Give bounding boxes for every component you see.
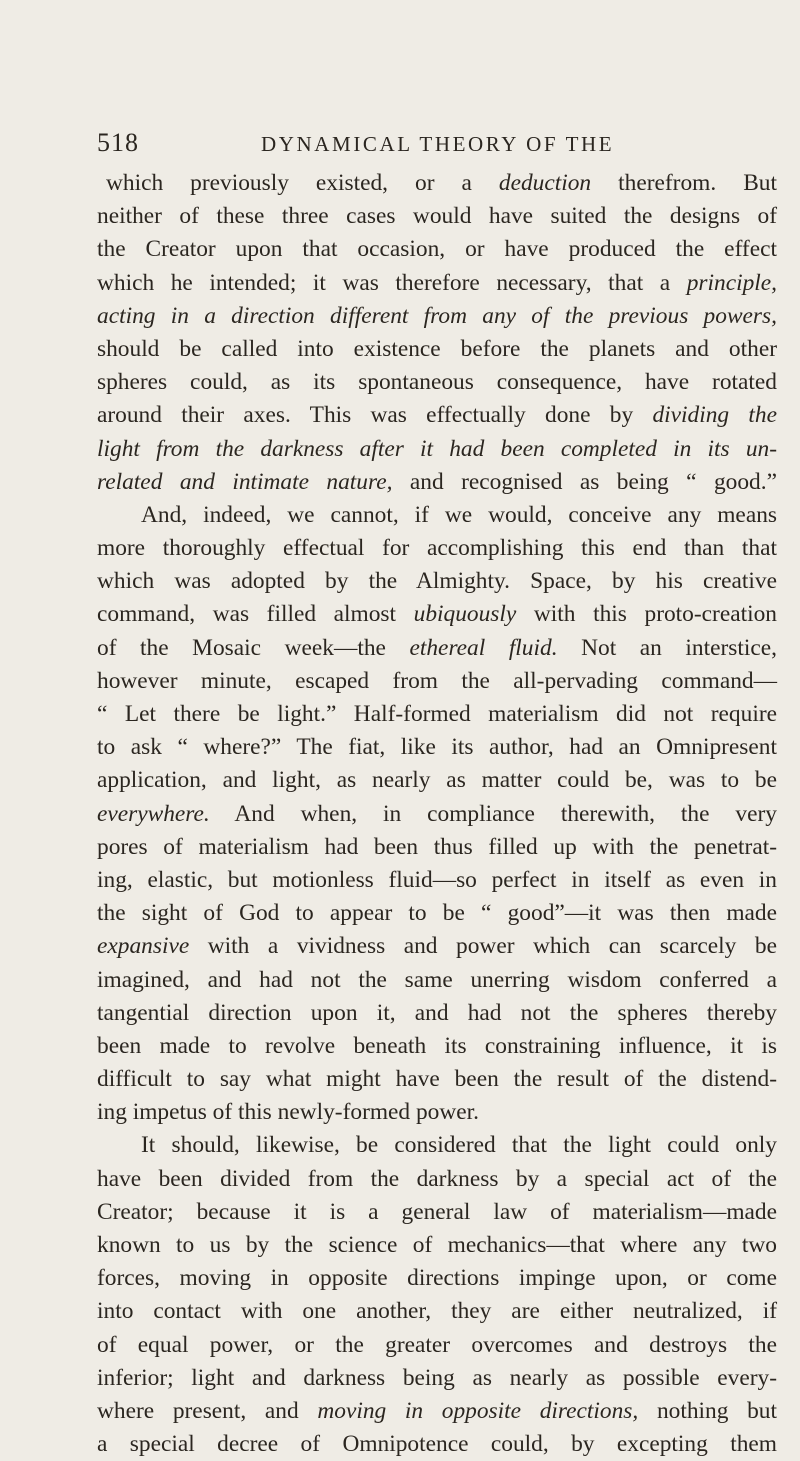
text-segment: which previously existed, or a [106,170,499,196]
text-line [97,632,777,665]
text-line [97,1129,777,1162]
text-segment: of the Mosaic week—the [97,634,410,661]
text-segment: And when, in compliance therewith, the very [209,800,777,827]
italic-text: dividing the [652,402,777,429]
text-segment: should be called into existence before the planets and other [97,335,777,362]
text-segment: command, was filled almost [97,601,414,628]
text-line [97,731,777,764]
text-segment: forces, moving in opposite directions impinge upon, or come [97,1265,777,1292]
text-line [97,1395,777,1428]
text-segment: inferior; light and darkness being as nearly as possible every- [97,1364,777,1391]
text-segment: have been divided from the darkness by a special act of the [97,1165,777,1192]
text-line [97,399,777,432]
text-segment: a special decree of Omnipotence could, by excepting them [97,1431,777,1458]
text-segment: more thoroughly effectual for accomplishing this end than that [97,535,777,562]
body-text [97,167,777,1461]
text-segment: known to us by the science of mechanics—that where any two [97,1232,777,1258]
italic-text: light from the darkness after it had been completed in its un- [97,435,777,462]
text-line [97,167,777,200]
text-line [97,532,777,565]
text-segment: And, indeed, we cannot, if we would, conceive any means [141,501,777,528]
text-line [97,1063,777,1096]
text-segment: ing impetus of this newly-formed power. [97,1099,479,1126]
italic-text: ethereal fluid. [409,634,558,661]
text-line [97,864,777,897]
text-line [97,366,777,399]
text-segment: difficult to say what might have been the result of the distend- [97,1066,777,1093]
text-segment: the Creator upon that occasion, or have produced the effect [97,236,777,263]
text-segment: which he intended; it was therefore necessary, that a [97,269,687,296]
text-segment: of equal power, or the greater overcomes and destroys the [97,1331,777,1358]
text-segment: ing, elastic, but motionless fluid—so perfect in itself as even in [97,866,777,893]
text-line [97,1362,777,1395]
text-segment: around their axes. This was effectually done by [97,402,653,429]
text-line [97,200,777,233]
text-segment: Not an interstice, [557,634,777,661]
text-segment: and recognised as being “ good.” [392,468,777,495]
text-line [97,1196,777,1229]
text-line [97,1096,777,1129]
text-segment: pores of materialism had been thus filled up with the penetrat- [97,833,777,860]
text-segment: with this proto-creation [516,601,777,628]
italic-text: everywhere. [97,800,210,827]
text-line [97,499,777,532]
text-segment: to ask “ where?” The fiat, like its author, had an Omnipresent [97,734,777,761]
italic-text: moving in opposite directions, [317,1397,639,1424]
text-line [97,565,777,598]
text-line [97,798,777,831]
text-segment: where present, and [97,1397,318,1424]
text-segment: been made to revolve beneath its constraining influence, it is [97,1032,777,1059]
italic-text: principle, [686,269,777,296]
italic-text: ubiquously [413,601,517,628]
italic-text: acting in a direction different from any of the previous powers, [97,302,777,329]
text-line [97,598,777,631]
text-segment: It should, likewise, be considered that the light could only [141,1132,777,1159]
text-segment: which was adopted by the Almighty. Space, by his creative [97,568,777,595]
text-segment: therefrom. But [591,170,777,196]
text-line [97,897,777,930]
text-line [97,267,777,300]
page-number: 518 [97,128,139,157]
text-segment: “ Let there be light.” Half-formed materialism did not require [97,701,777,727]
running-head [97,128,777,160]
italic-text: deduction [498,170,592,196]
text-segment: spheres could, as its spontaneous consequence, have rotated [97,369,777,396]
text-line [97,233,777,266]
italic-text: expansive [97,933,190,960]
text-line [97,1229,777,1262]
text-line [97,300,777,333]
text-line [97,1262,777,1295]
text-line [97,698,777,731]
text-line [97,1428,777,1461]
text-segment: imagined, and had not the same unerring wisdom conferred a [97,966,777,993]
text-line [97,1163,777,1196]
text-segment: tangential direction upon it, and had not the spheres thereby [97,999,777,1026]
text-segment: nothing but [638,1397,777,1424]
text-line [97,1329,777,1362]
text-segment: into contact with one another, they are either neutralized, if [97,1298,777,1325]
running-title: DYNAMICAL THEORY OF THE [261,132,615,156]
text-line [97,997,777,1030]
text-segment: however minute, escaped from the all-pervading command— [97,667,777,694]
text-segment: the sight of God to appear to be “ good”—it was then made [97,900,777,927]
text-line [97,665,777,698]
text-line [97,930,777,963]
text-segment: Creator; because it is a general law of materialism—made [97,1198,777,1225]
text-line [97,764,777,797]
text-line [97,831,777,864]
text-segment: with a vividness and power which can scarcely be [189,933,777,960]
text-segment: application, and light, as nearly as matter could be, was to be [97,767,777,794]
text-line [97,333,777,366]
text-line [97,1030,777,1063]
text-line [97,964,777,997]
text-segment: neither of these three cases would have suited the designs of [97,203,777,230]
italic-text: related and intimate nature, [97,468,393,495]
text-line [97,1295,777,1328]
text-line [97,433,777,466]
text-line [97,466,777,499]
